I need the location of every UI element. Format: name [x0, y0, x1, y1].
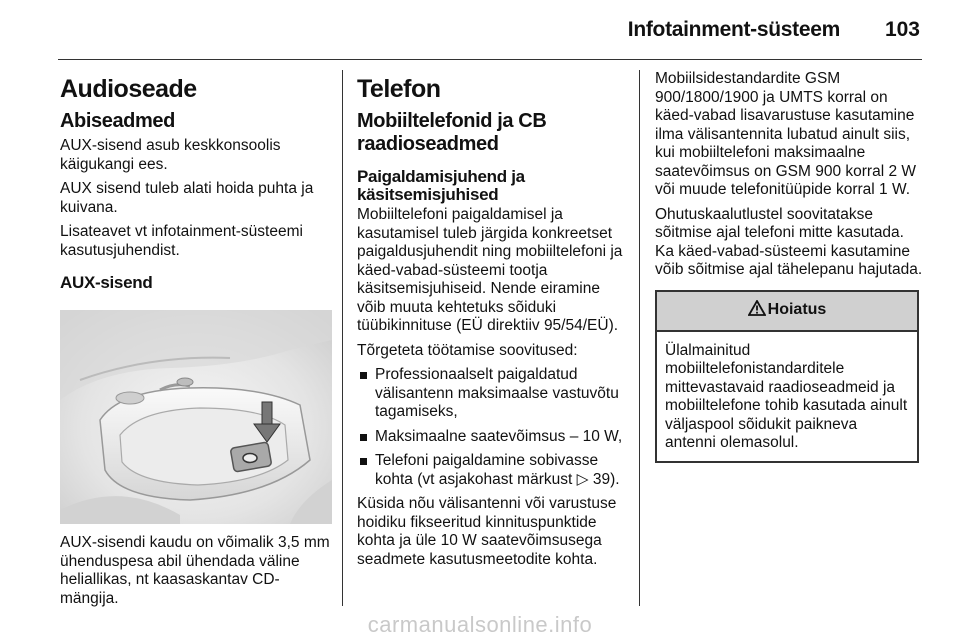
warning-body: [657, 332, 917, 461]
header-rule: [58, 59, 922, 60]
column-divider-1: [342, 70, 343, 606]
heading-aux-input: AUX-sisend: [60, 273, 153, 292]
warning-box: [655, 290, 919, 463]
paragraph: Lisateavet vt infotainment-süsteemi kasutusjuhendist.: [60, 223, 303, 259]
paragraph: Küsida nõu välisantenni või varustuse hoidiku fikseeritud kinnituspunktide kohta ja üle 10 W saatevõimsusega seadmete kasutusmeetodite kohta.: [357, 495, 617, 568]
watermark: carmanualsonline.info: [367, 612, 593, 637]
column-divider-2: [639, 70, 640, 606]
page-reference-triangle-icon: ▷: [576, 470, 589, 488]
paragraph: Mobiilsidestandardite GSM 900/1800/1900 ja UMTS korral on käed-vabad lisavarustuse kasutamine ilma välisantennita lubatud ainult siis, kui mobiiltelefoni maksimaalne saatevõimsus on GSM 900 korral 2 W või muude telefonitüüpide korral 1 W.: [655, 70, 917, 198]
warning-triangle-icon: [748, 300, 766, 322]
column-2: [357, 70, 625, 575]
subsection-title-abiseadmed: Abiseadmed: [60, 110, 175, 132]
warning-text: Ülalmainitud mobiiltelefonistandarditele mittevastavaid raadioseadmeid ja mobiiltelefone tohib kasutada ainult väljaspool sõidukit paikneva antenni olemasolul.: [665, 341, 908, 451]
bullet-square-icon: [360, 372, 367, 379]
column-3: [655, 70, 923, 463]
bullet-square-icon: [360, 458, 367, 465]
column-1: [60, 70, 332, 614]
aux-input-illustration: [60, 310, 332, 524]
warning-header: [657, 292, 917, 332]
section-title-telefon: Telefon: [357, 75, 441, 103]
paragraph: AUX sisend tuleb alati hoida puhta ja kuivana.: [60, 180, 314, 216]
subsection-title-mobiiltelefonid: Mobiiltelefonid ja CB raadioseadmed: [357, 110, 547, 155]
list-item: Maksimaalne saatevõimsus – 10 W,: [357, 428, 625, 447]
header-title: Infotainment-süsteem: [627, 18, 840, 41]
figure-caption: AUX-sisendi kaudu on võimalik 3,5 mm ühenduspesa abil ühendada väline heliallikas, nt kaasaskantav CD-mängija.: [60, 534, 330, 607]
page-reference-link[interactable]: 39: [592, 470, 611, 488]
paragraph: Mobiiltelefoni paigaldamisel ja kasutamisel tuleb järgida konkreetset paigaldusjuhendit ning mobiiltelefoni ja käed-vabad-süsteemi tootja käsitsemisjuhiseid. Nende eiramine võib muuta kehtetuks sõiduki tüübikinnituse (EÜ direktiiv 95/54/EÜ).: [357, 206, 623, 334]
section-title-audio: Audioseade: [60, 75, 197, 103]
heading-installation: Paigaldamisjuhend ja käsitsemisjuhised: [357, 167, 525, 204]
paragraph: Ohutuskaalutlustel soovitatakse sõitmise ajal telefoni mitte kasutada. Ka käed-vabad-süsteemi kasutamine võib sõitmise ajal tähelepanu hajutada.: [655, 205, 923, 278]
recommendation-list: [357, 366, 625, 489]
list-item: Professionaalselt paigaldatud välisantenn maksimaalse vastuvõtu tagamiseks,: [357, 366, 625, 422]
bullet-square-icon: [360, 434, 367, 441]
paragraph: AUX-sisend asub keskkonsoolis käigukangi ees.: [60, 137, 281, 173]
warning-title: Hoiatus: [767, 301, 827, 319]
list-item: Telefoni paigaldamine sobivasse kohta (vt asjakohast märkust ▷ 39).: [357, 452, 625, 489]
page-header: [0, 0, 960, 60]
paragraph: Tõrgeteta töötamise soovitused:: [357, 341, 578, 359]
page-number: 103: [884, 18, 920, 41]
